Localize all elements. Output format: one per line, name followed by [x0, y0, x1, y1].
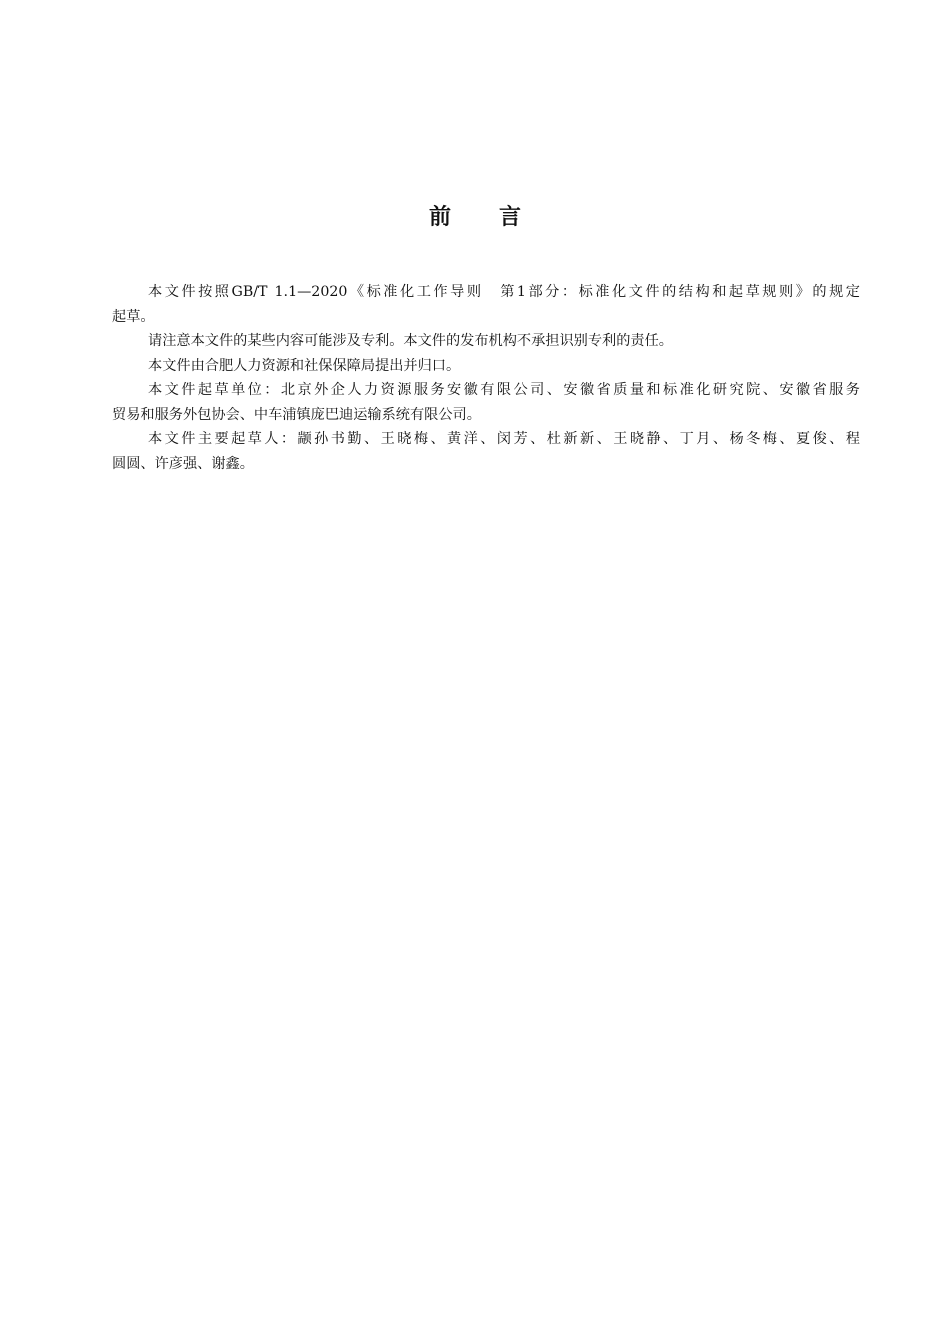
- document-body: [112, 280, 860, 476]
- page-title: 前言: [428, 205, 569, 230]
- paragraph-drafters: [112, 427, 860, 476]
- paragraph-drafting-basis: [112, 280, 860, 329]
- paragraph-patent-notice: [112, 329, 860, 354]
- paragraph-line: 本文件由合肥人力资源和社保保障局提出并归口。: [148, 357, 461, 374]
- paragraph-line: 本文件主要起草人：颛孙书勤、王晓梅、黄洋、闵芳、杜新新、王晓静、丁月、杨冬梅、夏俊、程: [148, 431, 860, 447]
- paragraph-proposer: [112, 354, 860, 379]
- paragraph-line: 贸易和服务外包协会、中车浦镇庞巴迪运输系统有限公司。: [112, 406, 481, 423]
- paragraph-line: 圆圆、许彦强、谢鑫。: [112, 455, 254, 472]
- paragraph-line: 请注意本文件的某些内容可能涉及专利。本文件的发布机构不承担识别专利的责任。: [148, 333, 673, 349]
- paragraph-line: 本文件按照GB/T 1.1—2020《标准化工作导则 第1部分：标准化文件的结构和起草规则》的规定: [148, 284, 860, 300]
- paragraph-line: 本文件起草单位：北京外企人力资源服务安徽有限公司、安徽省质量和标准化研究院、安徽省服务: [148, 382, 860, 398]
- paragraph-drafting-units: [112, 378, 860, 427]
- paragraph-line: 起草。: [112, 308, 155, 325]
